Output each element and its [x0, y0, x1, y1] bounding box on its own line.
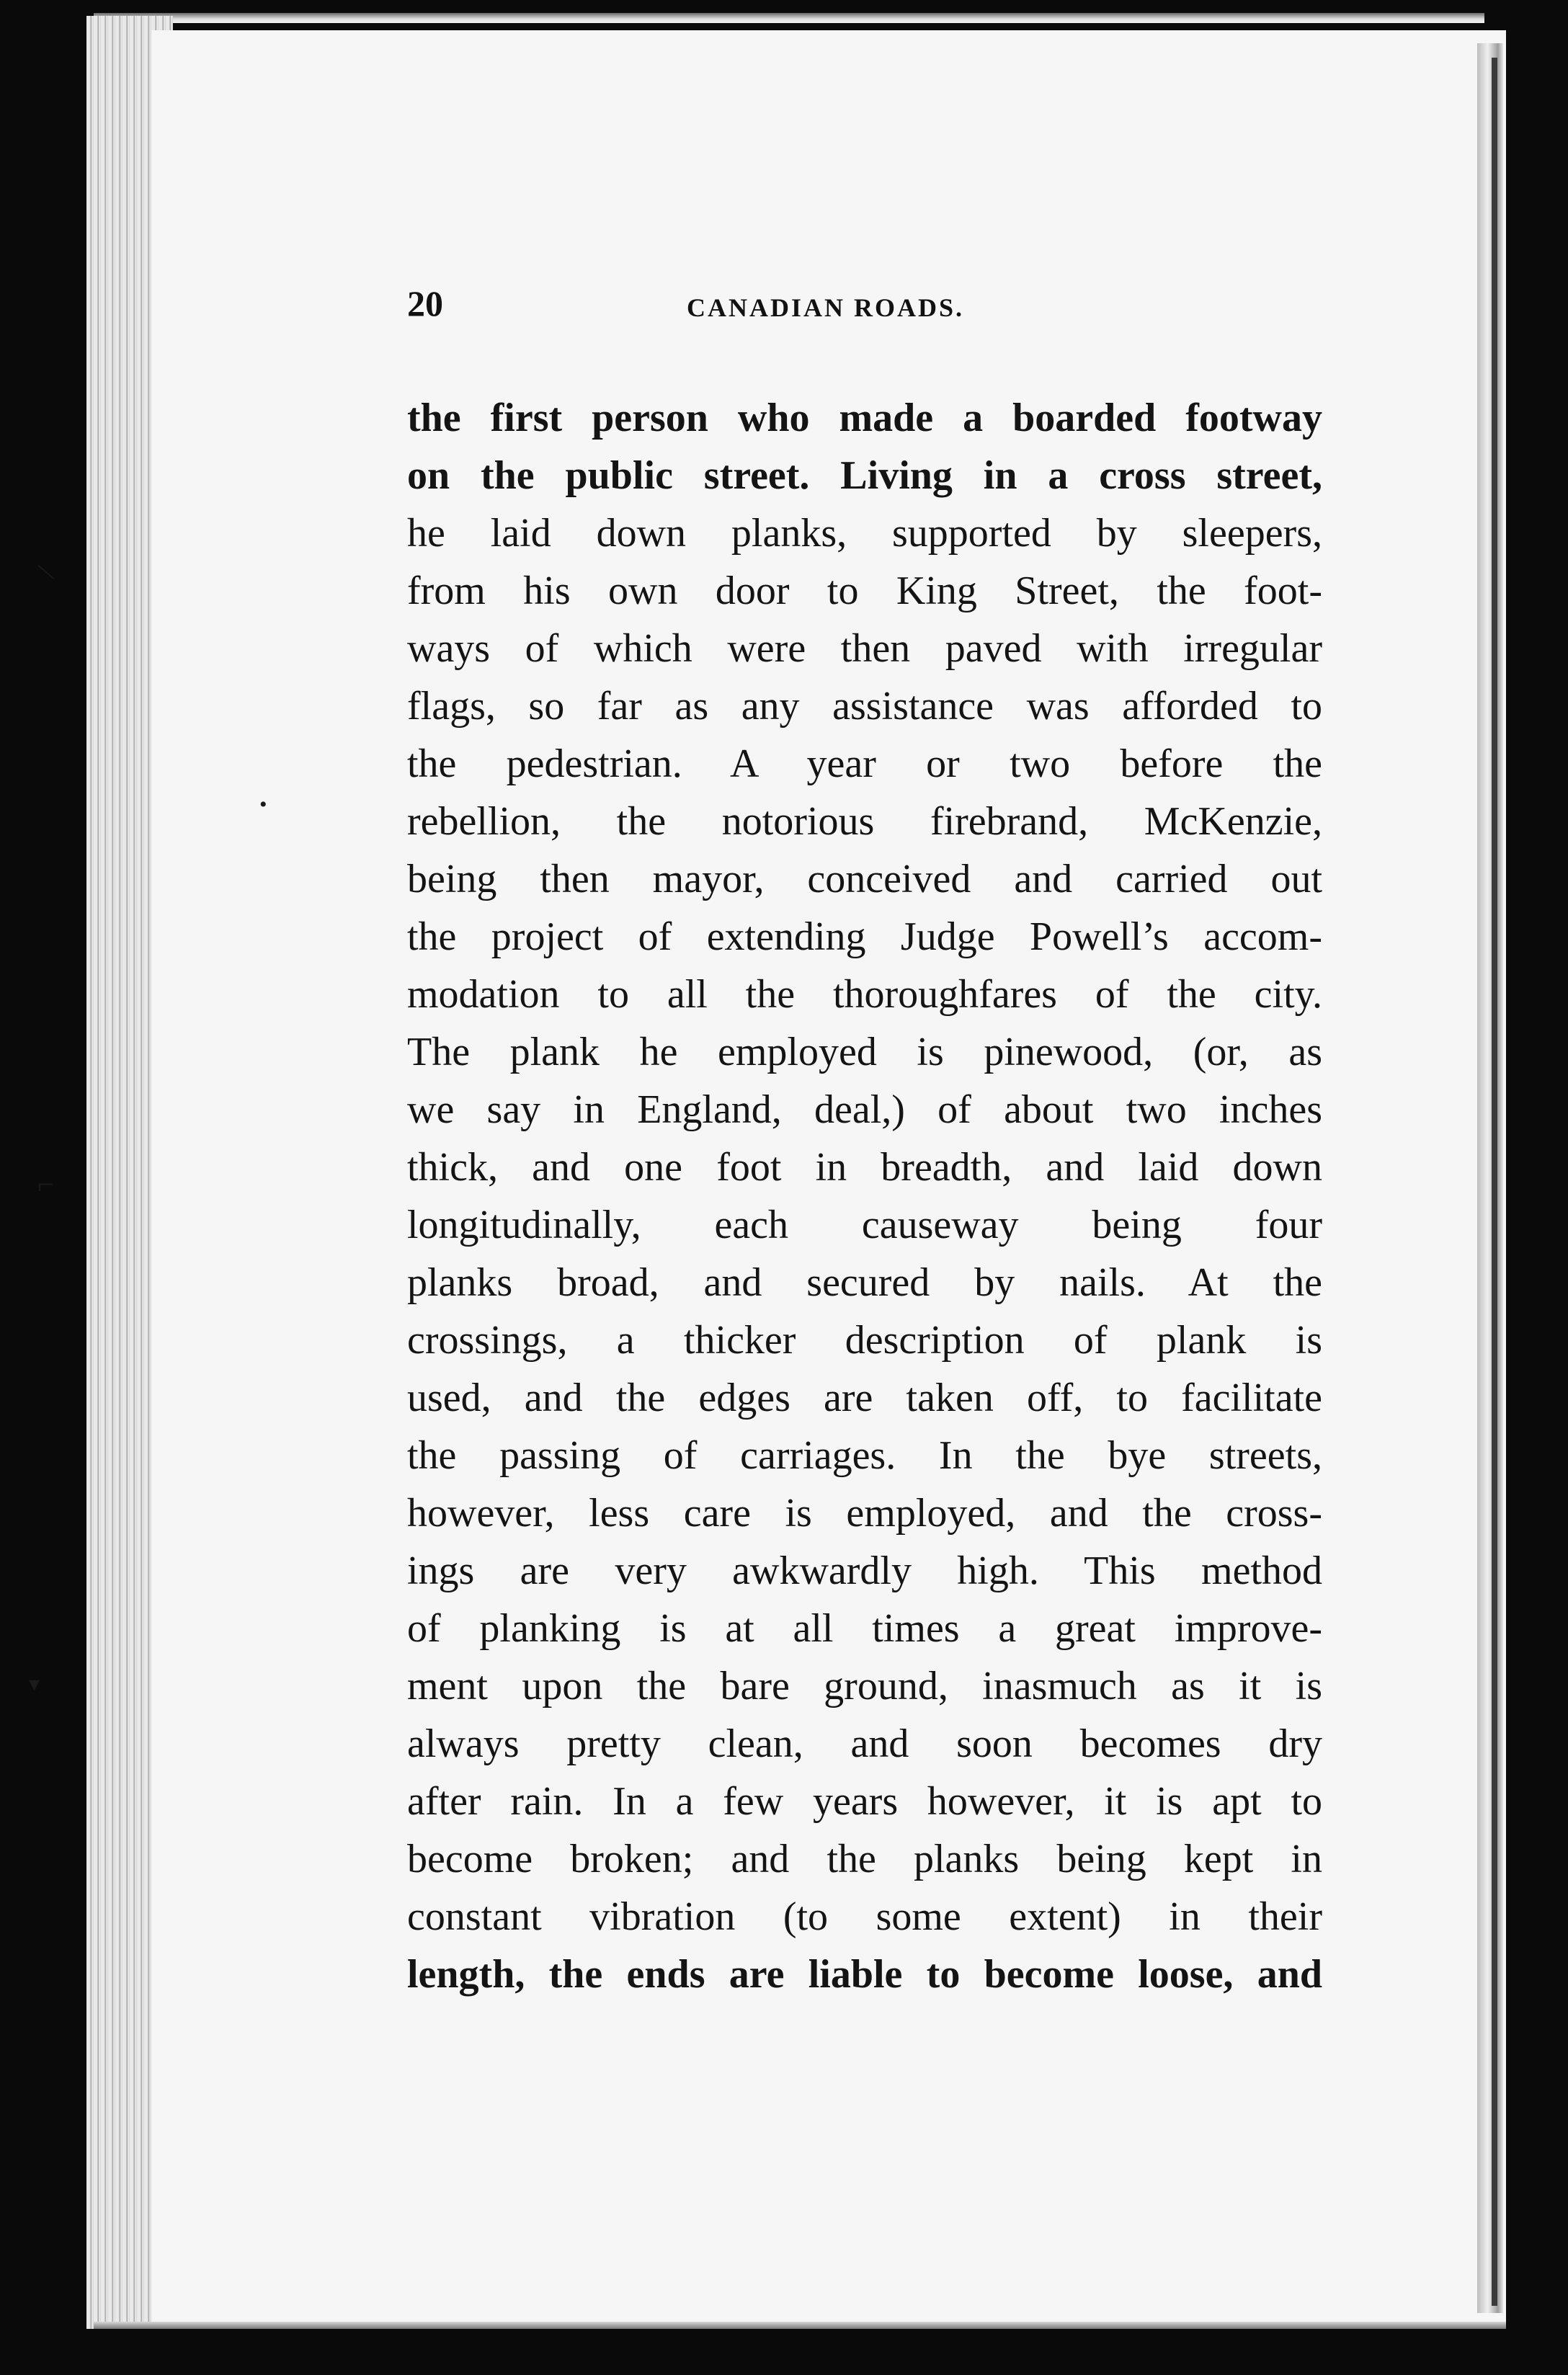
text-line: length, the ends are liable to become loose, and: [407, 1952, 1322, 1997]
text-line: longitudinally, each causeway being four: [407, 1203, 1322, 1247]
text-line: being then mayor, conceived and carried out: [407, 857, 1322, 901]
text-line: from his own door to King Street, the foot-: [407, 569, 1322, 613]
text-line: crossings, a thicker description of plank is: [407, 1318, 1322, 1363]
text-line: after rain. In a few years however, it is apt to: [407, 1779, 1322, 1824]
text-line: on the public street. Living in a cross street,: [407, 453, 1322, 498]
margin-speck: \: [34, 556, 58, 588]
running-head: CANADIAN ROADS.: [687, 293, 965, 322]
text-line: the first person who made a boarded footway: [407, 396, 1322, 440]
page-header: [407, 282, 1322, 333]
page-right-edge: [1477, 43, 1503, 2313]
body-text: [407, 389, 1322, 2003]
text-line: the project of extending Judge Powell’s accom-: [407, 914, 1322, 959]
text-line: we say in England, deal,) of about two inches: [407, 1087, 1322, 1132]
text-line: always pretty clean, and soon becomes dry: [407, 1721, 1322, 1766]
text-line: used, and the edges are taken off, to facilitate: [407, 1376, 1322, 1420]
text-line: The plank he employed is pinewood, (or, as: [407, 1030, 1322, 1074]
margin-speck: •: [259, 793, 267, 816]
margin-speck: ▾: [29, 1672, 40, 1696]
page-number: 20: [407, 283, 443, 324]
text-line: rebellion, the notorious firebrand, McKenzie,: [407, 799, 1322, 844]
text-line: of planking is at all times a great improve-: [407, 1606, 1322, 1651]
page-bottom-edge: [94, 2322, 1506, 2329]
binding-shadow-line: [1492, 58, 1497, 2306]
text-line: the pedestrian. A year or two before the: [407, 741, 1322, 786]
text-line: become broken; and the planks being kept in: [407, 1837, 1322, 1881]
margin-speck: ⌐: [37, 1168, 54, 1200]
page-stack-top-edge: [94, 13, 1484, 23]
text-line: ment upon the bare ground, inasmuch as it is: [407, 1664, 1322, 1708]
text-line: planks broad, and secured by nails. At the: [407, 1260, 1322, 1305]
text-line: flags, so far as any assistance was afforded to: [407, 684, 1322, 728]
text-line: however, less care is employed, and the cross-: [407, 1491, 1322, 1536]
text-line: the passing of carriages. In the bye streets,: [407, 1433, 1322, 1478]
text-line: ways of which were then paved with irregular: [407, 626, 1322, 671]
text-line: thick, and one foot in breadth, and laid down: [407, 1145, 1322, 1190]
text-line: ings are very awkwardly high. This method: [407, 1549, 1322, 1593]
text-line: modation to all the thoroughfares of the city.: [407, 972, 1322, 1017]
text-line: he laid down planks, supported by sleepers,: [407, 511, 1322, 556]
text-line: constant vibration (to some extent) in their: [407, 1894, 1322, 1939]
